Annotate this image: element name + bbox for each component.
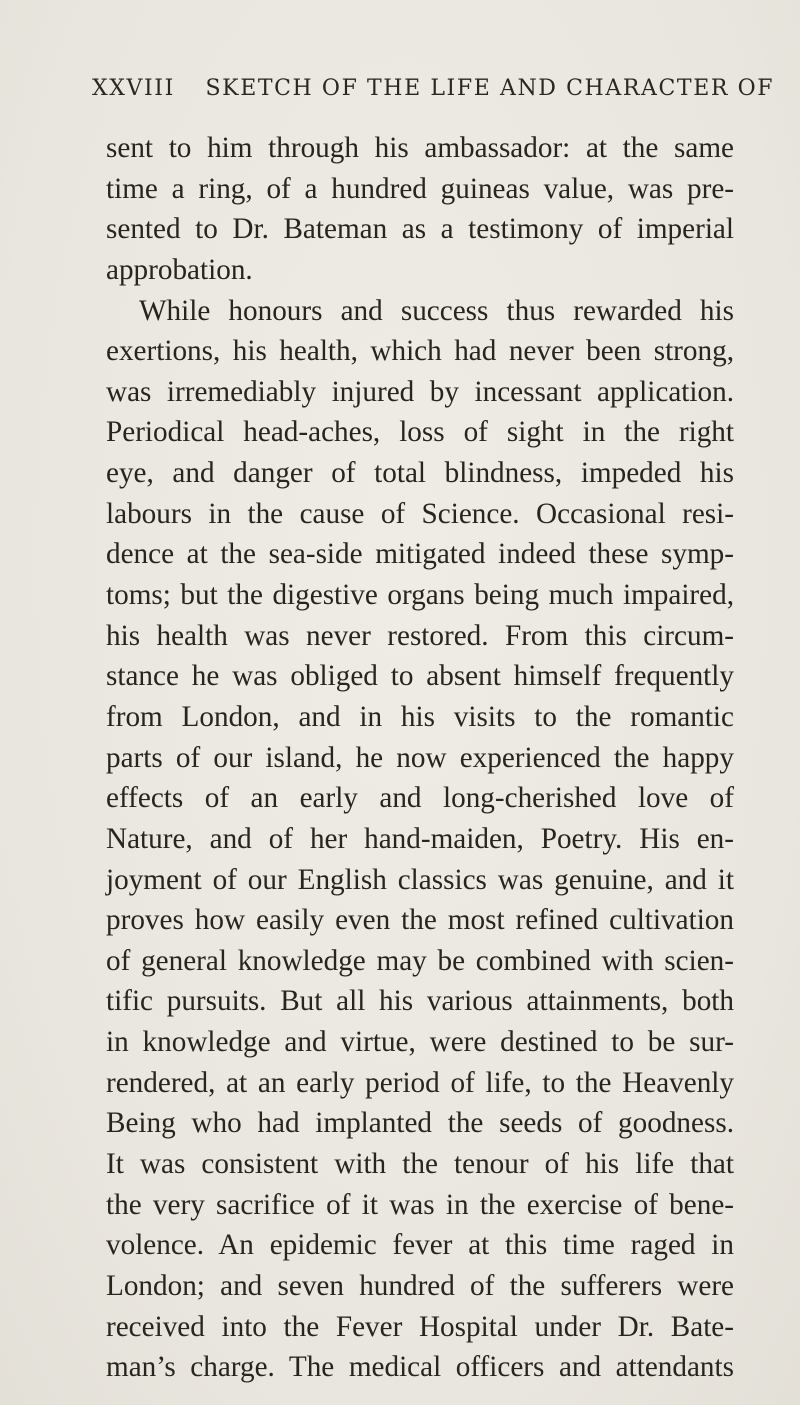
text-line: London; and seven hundred of the sufferers were [106,1269,734,1302]
page-folio: XXVIII [92,76,175,101]
text-line: labours in the cause of Science. Occasional resi- [106,497,734,530]
text-line: stance he was obliged to absent himself frequently [106,660,734,693]
text-line: Nature, and of her hand-maiden, Poetry. His en- [106,822,734,855]
text-line: It was consistent with the tenour of his life that [106,1148,734,1181]
running-title: SKETCH OF THE LIFE AND CHARACTER OF [205,76,775,101]
text-line: effects of an early and long-cherished love of [106,782,734,815]
text-line: his health was never restored. From this circum- [106,619,734,652]
text-line: in knowledge and virtue, were destined to be sur- [106,1026,734,1059]
text-line: was irremediably injured by incessant application. [106,375,734,408]
text-line: from London, and in his visits to the romantic [106,700,734,733]
text-line: Being who had implanted the seeds of goodness. [106,1107,734,1140]
text-line: Periodical head-aches, loss of sight in the right [106,416,734,449]
text-line: sent to him through his ambassador: at the same [106,132,734,164]
text-line: received into the Fever Hospital under Dr. Bate- [106,1310,734,1343]
text-line: man’s charge. The medical officers and attendants [106,1351,734,1384]
text-line: volence. An epidemic fever at this time raged in [106,1229,734,1262]
text-line: of general knowledge may be combined with scien- [106,944,734,977]
running-head [92,76,775,101]
text-line: eye, and danger of total blindness, impeded his [106,457,734,490]
text-line: sented to Dr. Bateman as a testimony of imperial [106,213,734,246]
body-text [106,128,734,1388]
text-line: the very sacrifice of it was in the exercise of bene- [106,1188,734,1221]
text-line: toms; but the digestive organs being much impaired, [106,579,734,612]
text-line: exertions, his health, which had never been strong, [106,335,734,368]
text-line: rendered, at an early period of life, to the Heavenly [106,1066,734,1099]
text-line: tific pursuits. But all his various attainments, both [106,985,734,1018]
text-line: joyment of our English classics was genuine, and it [106,863,734,896]
text-line: time a ring, of a hundred guineas value, was pre- [106,172,734,205]
text-line: proves how easily even the most refined cultivation [106,904,734,937]
text-line: approbation. [106,253,253,286]
text-line: dence at the sea-side mitigated indeed these symp- [106,538,734,571]
text-line: While honours and success thus rewarded his [139,294,734,327]
text-line: parts of our island, he now experienced the happy [106,741,734,774]
